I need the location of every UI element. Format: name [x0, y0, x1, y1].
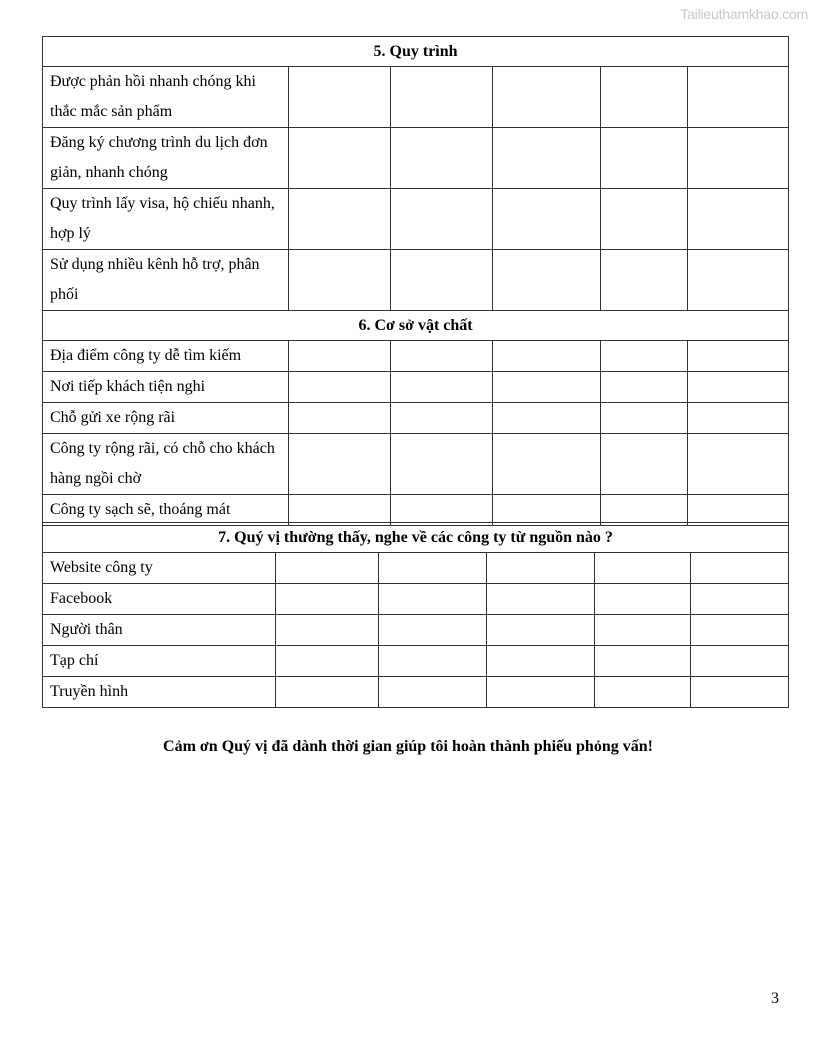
rating-cell[interactable]	[391, 67, 493, 128]
rating-cell[interactable]	[601, 189, 688, 250]
row-label: Công ty rộng rãi, có chỗ cho khách hàng ngồi chờ	[43, 434, 289, 495]
rating-cell[interactable]	[601, 495, 688, 526]
rating-cell[interactable]	[493, 189, 601, 250]
row-label: Website công ty	[43, 553, 276, 584]
table-row	[43, 615, 789, 646]
section-7-title: 7. Quý vị thường thấy, nghe về các công ty từ nguồn nào ?	[43, 523, 789, 553]
rating-cell[interactable]	[688, 495, 789, 526]
survey-table-section-7	[42, 522, 789, 708]
rating-cell[interactable]	[688, 434, 789, 495]
rating-cell[interactable]	[289, 341, 391, 372]
rating-cell[interactable]	[601, 341, 688, 372]
rating-cell[interactable]	[487, 677, 595, 708]
rating-cell[interactable]	[601, 403, 688, 434]
row-label: Truyền hình	[43, 677, 276, 708]
rating-cell[interactable]	[601, 128, 688, 189]
row-label: Tạp chí	[43, 646, 276, 677]
rating-cell[interactable]	[691, 615, 789, 646]
rating-cell[interactable]	[493, 495, 601, 526]
row-label: Facebook	[43, 584, 276, 615]
rating-cell[interactable]	[289, 495, 391, 526]
table-row	[43, 341, 789, 372]
rating-cell[interactable]	[595, 646, 691, 677]
rating-cell[interactable]	[493, 403, 601, 434]
section-6-title: 6. Cơ sở vật chất	[43, 311, 789, 341]
row-label: Chỗ gửi xe rộng rãi	[43, 403, 289, 434]
rating-cell[interactable]	[391, 434, 493, 495]
thank-you-note: Cảm ơn Quý vị đã dành thời gian giúp tôi hoàn thành phiếu phỏng vấn!	[163, 738, 653, 755]
rating-cell[interactable]	[276, 584, 379, 615]
row-label: Người thân	[43, 615, 276, 646]
page-number: 3	[771, 990, 779, 1007]
rating-cell[interactable]	[688, 341, 789, 372]
rating-cell[interactable]	[391, 189, 493, 250]
table-row	[43, 434, 789, 495]
section-header-row	[43, 523, 789, 553]
rating-cell[interactable]	[379, 584, 487, 615]
rating-cell[interactable]	[493, 128, 601, 189]
row-label: Công ty sạch sẽ, thoáng mát	[43, 495, 289, 526]
rating-cell[interactable]	[493, 372, 601, 403]
rating-cell[interactable]	[601, 434, 688, 495]
rating-cell[interactable]	[487, 615, 595, 646]
table-row	[43, 189, 789, 250]
rating-cell[interactable]	[688, 250, 789, 311]
rating-cell[interactable]	[493, 67, 601, 128]
rating-cell[interactable]	[595, 677, 691, 708]
watermark: Tailieuthamkhao.com	[680, 6, 808, 22]
table-row	[43, 128, 789, 189]
rating-cell[interactable]	[289, 250, 391, 311]
table-row	[43, 677, 789, 708]
section-5-title: 5. Quy trình	[43, 37, 789, 67]
rating-cell[interactable]	[391, 403, 493, 434]
rating-cell[interactable]	[688, 372, 789, 403]
rating-cell[interactable]	[289, 67, 391, 128]
rating-cell[interactable]	[289, 189, 391, 250]
table-row	[43, 67, 789, 128]
table-row	[43, 553, 789, 584]
rating-cell[interactable]	[493, 341, 601, 372]
rating-cell[interactable]	[379, 553, 487, 584]
rating-cell[interactable]	[595, 553, 691, 584]
row-label: Nơi tiếp khách tiện nghi	[43, 372, 289, 403]
row-label: Địa điểm công ty dễ tìm kiếm	[43, 341, 289, 372]
rating-cell[interactable]	[691, 677, 789, 708]
rating-cell[interactable]	[276, 677, 379, 708]
rating-cell[interactable]	[276, 646, 379, 677]
row-label: Quy trình lấy visa, hộ chiếu nhanh, hợp lý	[43, 189, 289, 250]
row-label: Được phản hồi nhanh chóng khi thắc mắc sản phẩm	[43, 67, 289, 128]
rating-cell[interactable]	[379, 646, 487, 677]
section-header-row	[43, 37, 789, 67]
rating-cell[interactable]	[391, 495, 493, 526]
table-row	[43, 403, 789, 434]
rating-cell[interactable]	[379, 615, 487, 646]
table-row	[43, 250, 789, 311]
rating-cell[interactable]	[691, 584, 789, 615]
rating-cell[interactable]	[691, 646, 789, 677]
rating-cell[interactable]	[688, 403, 789, 434]
rating-cell[interactable]	[391, 341, 493, 372]
rating-cell[interactable]	[276, 615, 379, 646]
rating-cell[interactable]	[601, 372, 688, 403]
rating-cell[interactable]	[289, 372, 391, 403]
rating-cell[interactable]	[487, 584, 595, 615]
row-label: Sử dụng nhiều kênh hỗ trợ, phân phối	[43, 250, 289, 311]
rating-cell[interactable]	[391, 128, 493, 189]
rating-cell[interactable]	[601, 67, 688, 128]
rating-cell[interactable]	[487, 646, 595, 677]
table-row	[43, 584, 789, 615]
row-label: Đăng ký chương trình du lịch đơn giản, nhanh chóng	[43, 128, 289, 189]
table-row	[43, 495, 789, 526]
table-row	[43, 646, 789, 677]
rating-cell[interactable]	[493, 434, 601, 495]
survey-table-sections-5-6	[42, 36, 789, 526]
rating-cell[interactable]	[391, 372, 493, 403]
rating-cell[interactable]	[688, 128, 789, 189]
rating-cell[interactable]	[493, 250, 601, 311]
table-row	[43, 372, 789, 403]
rating-cell[interactable]	[601, 250, 688, 311]
rating-cell[interactable]	[595, 615, 691, 646]
rating-cell[interactable]	[487, 553, 595, 584]
rating-cell[interactable]	[289, 403, 391, 434]
rating-cell[interactable]	[289, 434, 391, 495]
rating-cell[interactable]	[595, 584, 691, 615]
rating-cell[interactable]	[289, 128, 391, 189]
rating-cell[interactable]	[691, 553, 789, 584]
rating-cell[interactable]	[379, 677, 487, 708]
section-header-row	[43, 311, 789, 341]
rating-cell[interactable]	[391, 250, 493, 311]
rating-cell[interactable]	[688, 67, 789, 128]
rating-cell[interactable]	[688, 189, 789, 250]
rating-cell[interactable]	[276, 553, 379, 584]
